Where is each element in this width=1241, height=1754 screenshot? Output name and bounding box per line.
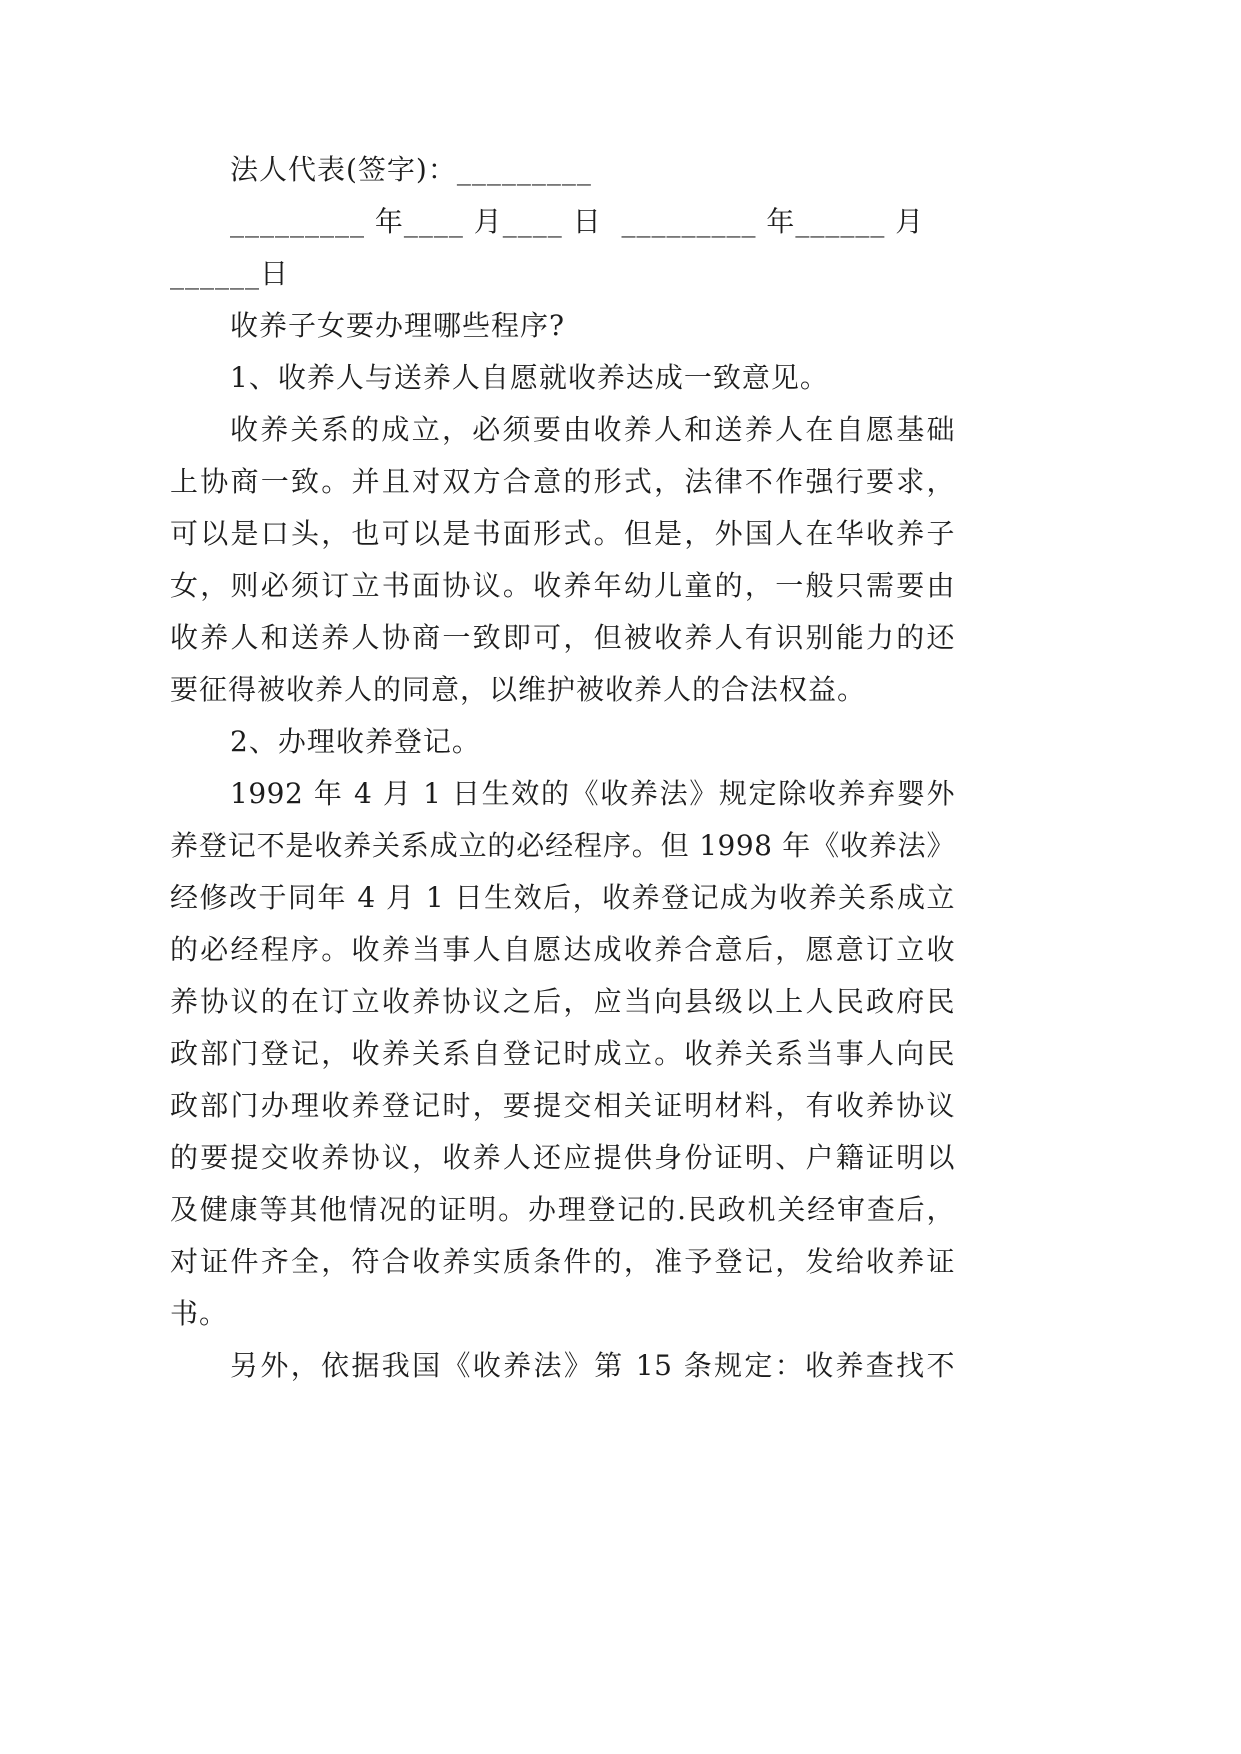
step2-line: 的要提交收养协议，收养人还应提供身份证明、户籍证明以 <box>170 1141 955 1174</box>
date-line-end: ______日 <box>170 257 290 290</box>
step2-line: 对证件齐全，符合收养实质条件的，准予登记，发给收养证 <box>170 1245 955 1278</box>
step2-line: 养登记不是收养关系成立的必经程序。但 1998 年《收养法》 <box>170 829 955 862</box>
step2-line: 政部门办理收养登记时，要提交相关证明材料，有收养协议 <box>170 1089 955 1122</box>
section-question: 收养子女要办理哪些程序? <box>230 309 566 342</box>
step2-line: 及健康等其他情况的证明。办理登记的.民政机关经审查后， <box>170 1193 955 1226</box>
step1-line: 可以是口头，也可以是书面形式。但是，外国人在华收养子 <box>170 517 955 550</box>
step1-line: 女，则必须订立书面协议。收养年幼儿童的，一般只需要由 <box>170 569 955 602</box>
step1-heading: 1、收养人与送养人自愿就收养达成一致意见。 <box>230 361 829 394</box>
step2-heading: 2、办理收养登记。 <box>230 725 481 758</box>
step1-line: 上协商一致。并且对双方合意的形式，法律不作强行要求， <box>170 465 955 498</box>
signature-blank: _________ <box>456 153 592 186</box>
step1-line: 要征得被收养人的同意，以维护被收养人的合法权益。 <box>170 673 867 706</box>
signature-label: 法人代表(签字)： <box>230 153 457 186</box>
document-page <box>170 144 955 1392</box>
step2-line: 书。 <box>170 1297 229 1330</box>
note-line: 另外，依据我国《收养法》第 15 条规定：收养查找不 <box>230 1349 955 1382</box>
step2-line: 的必经程序。收养当事人自愿达成收养合意后，愿意订立收 <box>170 933 955 966</box>
step2-line: 政部门登记，收养关系自登记时成立。收养关系当事人向民 <box>170 1037 955 1070</box>
date-line: _________ 年____ 月____ 日 _________ 年______ 月 <box>230 205 925 238</box>
step2-line: 1992 年 4 月 1 日生效的《收养法》规定除收养弃婴外 <box>230 777 955 810</box>
step1-line: 收养人和送养人协商一致即可，但被收养人有识别能力的还 <box>170 621 955 654</box>
step1-line: 收养关系的成立，必须要由收养人和送养人在自愿基础 <box>230 413 955 446</box>
step2-line: 经修改于同年 4 月 1 日生效后，收养登记成为收养关系成立 <box>170 881 955 914</box>
signature-line <box>170 144 955 196</box>
step2-line: 养协议的在订立收养协议之后，应当向县级以上人民政府民 <box>170 985 955 1018</box>
